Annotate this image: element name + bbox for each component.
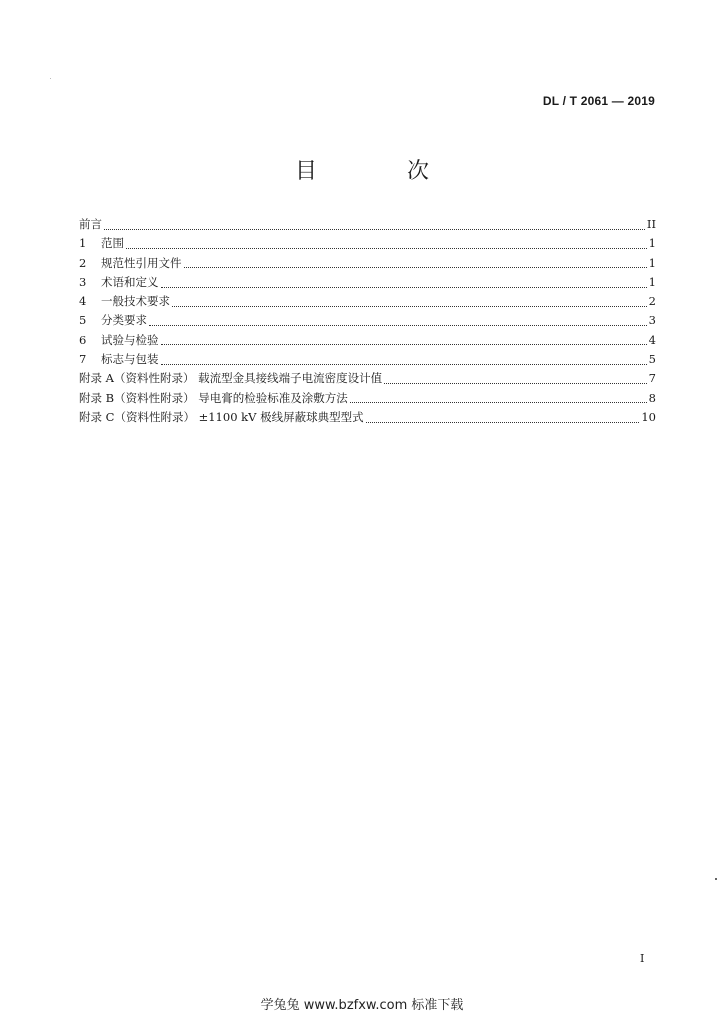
toc-label: 标志与包装 xyxy=(101,352,159,367)
toc-leader-dots xyxy=(104,228,645,230)
toc-leader-dots xyxy=(161,343,647,345)
toc-page-number: 10 xyxy=(641,409,656,424)
toc-leader-dots xyxy=(350,401,647,403)
toc-label: 术语和定义 xyxy=(101,274,159,289)
toc-page-number: 2 xyxy=(648,294,656,309)
toc-leader-dots xyxy=(366,421,640,423)
toc-section-number: 2 xyxy=(79,255,87,270)
toc-section-number: 4 xyxy=(79,294,87,309)
toc-leader-dots xyxy=(161,286,647,288)
toc-page-number: 1 xyxy=(648,255,656,270)
toc-label: 前言 xyxy=(79,217,102,231)
toc-section-number: 3 xyxy=(79,274,87,289)
toc-page-number: 1 xyxy=(648,236,656,251)
page-title: 目 次 xyxy=(294,159,463,184)
toc-page-number: 4 xyxy=(648,332,656,347)
toc-leader-dots xyxy=(384,382,647,384)
toc-page-number: II xyxy=(646,217,656,231)
scan-speck xyxy=(50,78,51,79)
toc-label: 试验与检验 xyxy=(101,332,159,347)
standard-code: DL / T 2061 — 2019 xyxy=(542,94,655,108)
toc-section-number: 6 xyxy=(79,332,87,347)
toc-page-number: 7 xyxy=(648,371,656,386)
table-of-contents xyxy=(79,215,656,427)
watermark-footer: 学兔兔 www.bzfxw.com 标准下载 xyxy=(260,998,464,1013)
toc-section-number: 7 xyxy=(79,352,87,367)
toc-entry-1[interactable] xyxy=(79,234,656,253)
toc-leader-dots xyxy=(184,266,647,268)
toc-label: 附录 A（资料性附录） 载流型金具接线端子电流密度设计值 xyxy=(79,371,383,386)
toc-entry-7[interactable] xyxy=(79,350,656,369)
toc-page-number: 1 xyxy=(648,274,656,289)
toc-entry-3[interactable] xyxy=(79,273,656,292)
page-number: I xyxy=(640,952,645,965)
toc-leader-dots xyxy=(161,363,647,365)
toc-entry-5[interactable] xyxy=(79,311,656,330)
toc-label: 附录 C（资料性附录） ±1100 kV 极线屏蔽球典型型式 xyxy=(79,409,364,424)
toc-label: 一般技术要求 xyxy=(101,294,170,309)
toc-label: 规范性引用文件 xyxy=(101,255,182,270)
toc-leader-dots xyxy=(172,305,647,307)
toc-label: 范围 xyxy=(101,236,124,251)
toc-section-number: 1 xyxy=(79,236,87,251)
toc-entry-appendix-a[interactable] xyxy=(79,369,656,388)
toc-label: 附录 B（资料性附录） 导电膏的检验标准及涂敷方法 xyxy=(79,390,348,405)
toc-section-number: 5 xyxy=(79,313,87,328)
toc-entry-4[interactable] xyxy=(79,292,656,311)
toc-page-number: 5 xyxy=(648,352,656,367)
toc-page-number: 3 xyxy=(648,313,656,328)
toc-leader-dots xyxy=(126,247,647,249)
toc-page-number: 8 xyxy=(648,390,656,405)
toc-entry-2[interactable] xyxy=(79,254,656,273)
toc-label: 分类要求 xyxy=(101,313,147,328)
toc-entry-appendix-b[interactable] xyxy=(79,389,656,408)
toc-entry-appendix-c[interactable] xyxy=(79,408,656,427)
toc-entry-6[interactable] xyxy=(79,331,656,350)
toc-leader-dots xyxy=(149,324,647,326)
margin-dot xyxy=(715,878,717,880)
toc-entry-foreword[interactable] xyxy=(79,215,656,234)
